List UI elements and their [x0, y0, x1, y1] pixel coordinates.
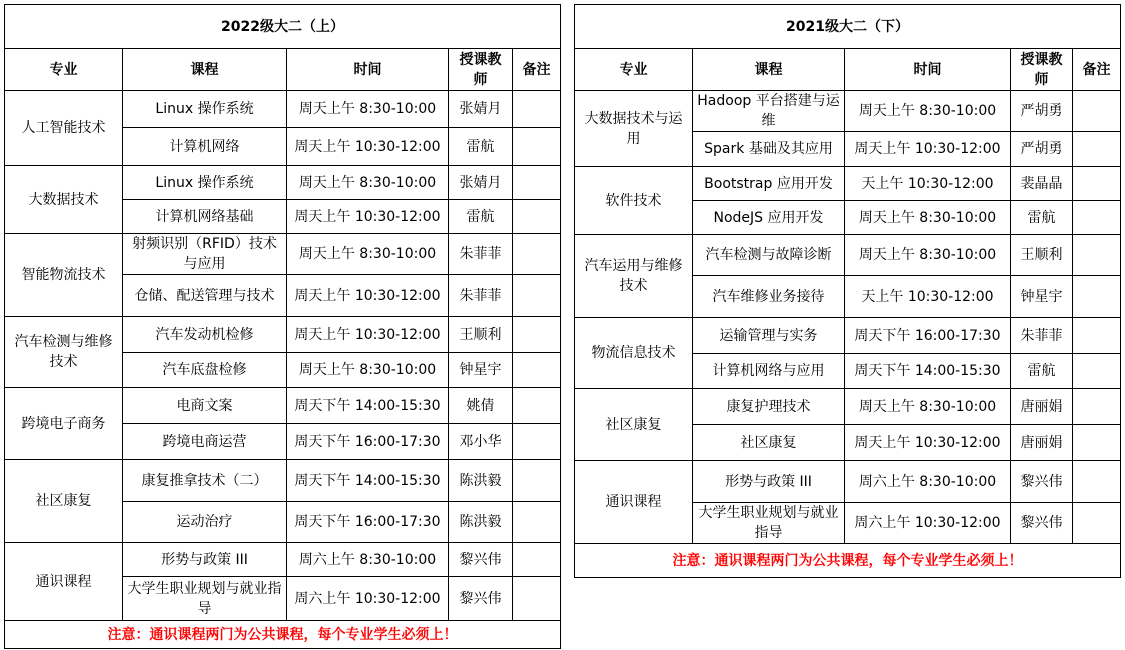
schedule-table-2022 — [4, 4, 561, 649]
header-remarks: 备注 — [1073, 49, 1121, 91]
major-cell: 社区康复 — [5, 460, 123, 543]
major-cell: 大数据技术与运用 — [575, 91, 693, 167]
teacher-cell: 黎兴伟 — [449, 543, 513, 577]
major-cell: 大数据技术 — [5, 166, 123, 234]
major-cell: 跨境电子商务 — [5, 388, 123, 460]
header-time: 时间 — [845, 49, 1011, 91]
course-cell: 大学生职业规划与就业指导 — [123, 577, 287, 621]
header-major: 专业 — [575, 49, 693, 91]
footnote: 注意：通识课程两门为公共课程，每个专业学生必须上！ — [575, 544, 1121, 578]
teacher-cell: 张婧月 — [449, 91, 513, 128]
course-cell: 运动治疗 — [123, 502, 287, 543]
time-cell: 天上午 10:30-12:00 — [845, 167, 1011, 201]
course-cell: 大学生职业规划与就业指导 — [693, 503, 845, 544]
remark-cell — [1073, 167, 1121, 201]
course-cell: 计算机网络 — [123, 128, 287, 166]
teacher-cell: 朱菲菲 — [449, 234, 513, 275]
course-cell: 跨境电商运营 — [123, 424, 287, 460]
course-cell: 汽车发动机检修 — [123, 317, 287, 353]
course-cell: 形势与政策 III — [693, 461, 845, 503]
teacher-cell: 严胡勇 — [1011, 91, 1073, 132]
remark-cell — [513, 166, 561, 200]
header-remarks: 备注 — [513, 49, 561, 91]
remark-cell — [1073, 276, 1121, 318]
header-course: 课程 — [123, 49, 287, 91]
course-cell: 汽车底盘检修 — [123, 353, 287, 388]
major-cell: 通识课程 — [575, 461, 693, 544]
teacher-cell: 王顺利 — [449, 317, 513, 353]
time-cell: 周天上午 10:30-12:00 — [845, 425, 1011, 461]
remark-cell — [513, 502, 561, 543]
remark-cell — [513, 128, 561, 166]
time-cell: 周天下午 14:00-15:30 — [287, 388, 449, 424]
major-cell: 智能物流技术 — [5, 234, 123, 317]
time-cell: 周天上午 8:30-10:00 — [287, 353, 449, 388]
course-cell: Spark 基础及其应用 — [693, 132, 845, 167]
time-cell: 周天下午 14:00-15:30 — [845, 354, 1011, 389]
remark-cell — [1073, 318, 1121, 354]
teacher-cell: 张婧月 — [449, 166, 513, 200]
course-cell: 形势与政策 III — [123, 543, 287, 577]
remark-cell — [1073, 91, 1121, 132]
schedule-table-2021 — [574, 4, 1121, 578]
time-cell: 周天下午 16:00-17:30 — [845, 318, 1011, 354]
time-cell: 周天下午 16:00-17:30 — [287, 424, 449, 460]
teacher-cell: 严胡勇 — [1011, 132, 1073, 167]
major-cell: 汽车检测与维修技术 — [5, 317, 123, 388]
time-cell: 周天下午 14:00-15:30 — [287, 460, 449, 502]
time-cell: 周天上午 8:30-10:00 — [287, 234, 449, 275]
major-cell: 人工智能技术 — [5, 91, 123, 166]
major-cell: 物流信息技术 — [575, 318, 693, 389]
course-cell: 计算机网络基础 — [123, 200, 287, 234]
time-cell: 周天下午 16:00-17:30 — [287, 502, 449, 543]
teacher-cell: 黎兴伟 — [1011, 503, 1073, 544]
course-cell: Bootstrap 应用开发 — [693, 167, 845, 201]
teacher-cell: 黎兴伟 — [449, 577, 513, 621]
time-cell: 周六上午 10:30-12:00 — [845, 503, 1011, 544]
remark-cell — [513, 460, 561, 502]
time-cell: 天上午 10:30-12:00 — [845, 276, 1011, 318]
remark-cell — [1073, 461, 1121, 503]
table-title: 2021级大二（下） — [575, 5, 1121, 49]
remark-cell — [1073, 235, 1121, 276]
time-cell: 周天上午 8:30-10:00 — [845, 201, 1011, 235]
course-cell: 射频识别（RFID）技术与应用 — [123, 234, 287, 275]
remark-cell — [513, 91, 561, 128]
remark-cell — [513, 275, 561, 317]
time-cell: 周天上午 10:30-12:00 — [287, 275, 449, 317]
course-cell: 康复护理技术 — [693, 389, 845, 425]
time-cell: 周天上午 8:30-10:00 — [845, 389, 1011, 425]
teacher-cell: 邓小华 — [449, 424, 513, 460]
course-cell: Linux 操作系统 — [123, 166, 287, 200]
major-cell: 社区康复 — [575, 389, 693, 461]
major-cell: 软件技术 — [575, 167, 693, 235]
time-cell: 周天上午 10:30-12:00 — [287, 128, 449, 166]
remark-cell — [513, 317, 561, 353]
teacher-cell: 雷航 — [1011, 201, 1073, 235]
header-course: 课程 — [693, 49, 845, 91]
time-cell: 周天上午 8:30-10:00 — [287, 166, 449, 200]
remark-cell — [1073, 132, 1121, 167]
course-cell: 仓储、配送管理与技术 — [123, 275, 287, 317]
time-cell: 周天上午 10:30-12:00 — [287, 317, 449, 353]
remark-cell — [1073, 503, 1121, 544]
teacher-cell: 裴晶晶 — [1011, 167, 1073, 201]
remark-cell — [1073, 425, 1121, 461]
header-time: 时间 — [287, 49, 449, 91]
time-cell: 周六上午 8:30-10:00 — [845, 461, 1011, 503]
teacher-cell: 钟星宇 — [1011, 276, 1073, 318]
teacher-cell: 雷航 — [1011, 354, 1073, 389]
course-cell: 康复推拿技术（二） — [123, 460, 287, 502]
remark-cell — [513, 234, 561, 275]
remark-cell — [513, 200, 561, 234]
teacher-cell: 黎兴伟 — [1011, 461, 1073, 503]
remark-cell — [513, 388, 561, 424]
header-teacher: 授课教师 — [449, 49, 513, 91]
footnote: 注意：通识课程两门为公共课程，每个专业学生必须上！ — [5, 621, 561, 649]
course-cell: 运输管理与实务 — [693, 318, 845, 354]
remark-cell — [1073, 354, 1121, 389]
remark-cell — [513, 577, 561, 621]
teacher-cell: 钟星宇 — [449, 353, 513, 388]
remark-cell — [1073, 389, 1121, 425]
teacher-cell: 姚倩 — [449, 388, 513, 424]
time-cell: 周天上午 8:30-10:00 — [287, 91, 449, 128]
major-cell: 通识课程 — [5, 543, 123, 621]
teacher-cell: 雷航 — [449, 128, 513, 166]
teacher-cell: 王顺利 — [1011, 235, 1073, 276]
course-cell: 汽车检测与故障诊断 — [693, 235, 845, 276]
table-title: 2022级大二（上） — [5, 5, 561, 49]
course-cell: Linux 操作系统 — [123, 91, 287, 128]
course-cell: 汽车维修业务接待 — [693, 276, 845, 318]
remark-cell — [513, 424, 561, 460]
teacher-cell: 朱菲菲 — [449, 275, 513, 317]
remark-cell — [513, 543, 561, 577]
header-teacher: 授课教师 — [1011, 49, 1073, 91]
teacher-cell: 陈洪毅 — [449, 460, 513, 502]
time-cell: 周天上午 8:30-10:00 — [845, 91, 1011, 132]
time-cell: 周天上午 8:30-10:00 — [845, 235, 1011, 276]
course-cell: 计算机网络与应用 — [693, 354, 845, 389]
teacher-cell: 朱菲菲 — [1011, 318, 1073, 354]
course-cell: 社区康复 — [693, 425, 845, 461]
teacher-cell: 唐丽娟 — [1011, 389, 1073, 425]
major-cell: 汽车运用与维修技术 — [575, 235, 693, 318]
remark-cell — [513, 353, 561, 388]
remark-cell — [1073, 201, 1121, 235]
header-major: 专业 — [5, 49, 123, 91]
teacher-cell: 陈洪毅 — [449, 502, 513, 543]
time-cell: 周六上午 8:30-10:00 — [287, 543, 449, 577]
course-cell: NodeJS 应用开发 — [693, 201, 845, 235]
course-cell: 电商文案 — [123, 388, 287, 424]
time-cell: 周天上午 10:30-12:00 — [845, 132, 1011, 167]
time-cell: 周六上午 10:30-12:00 — [287, 577, 449, 621]
time-cell: 周天上午 10:30-12:00 — [287, 200, 449, 234]
teacher-cell: 雷航 — [449, 200, 513, 234]
teacher-cell: 唐丽娟 — [1011, 425, 1073, 461]
course-cell: Hadoop 平台搭建与运维 — [693, 91, 845, 132]
